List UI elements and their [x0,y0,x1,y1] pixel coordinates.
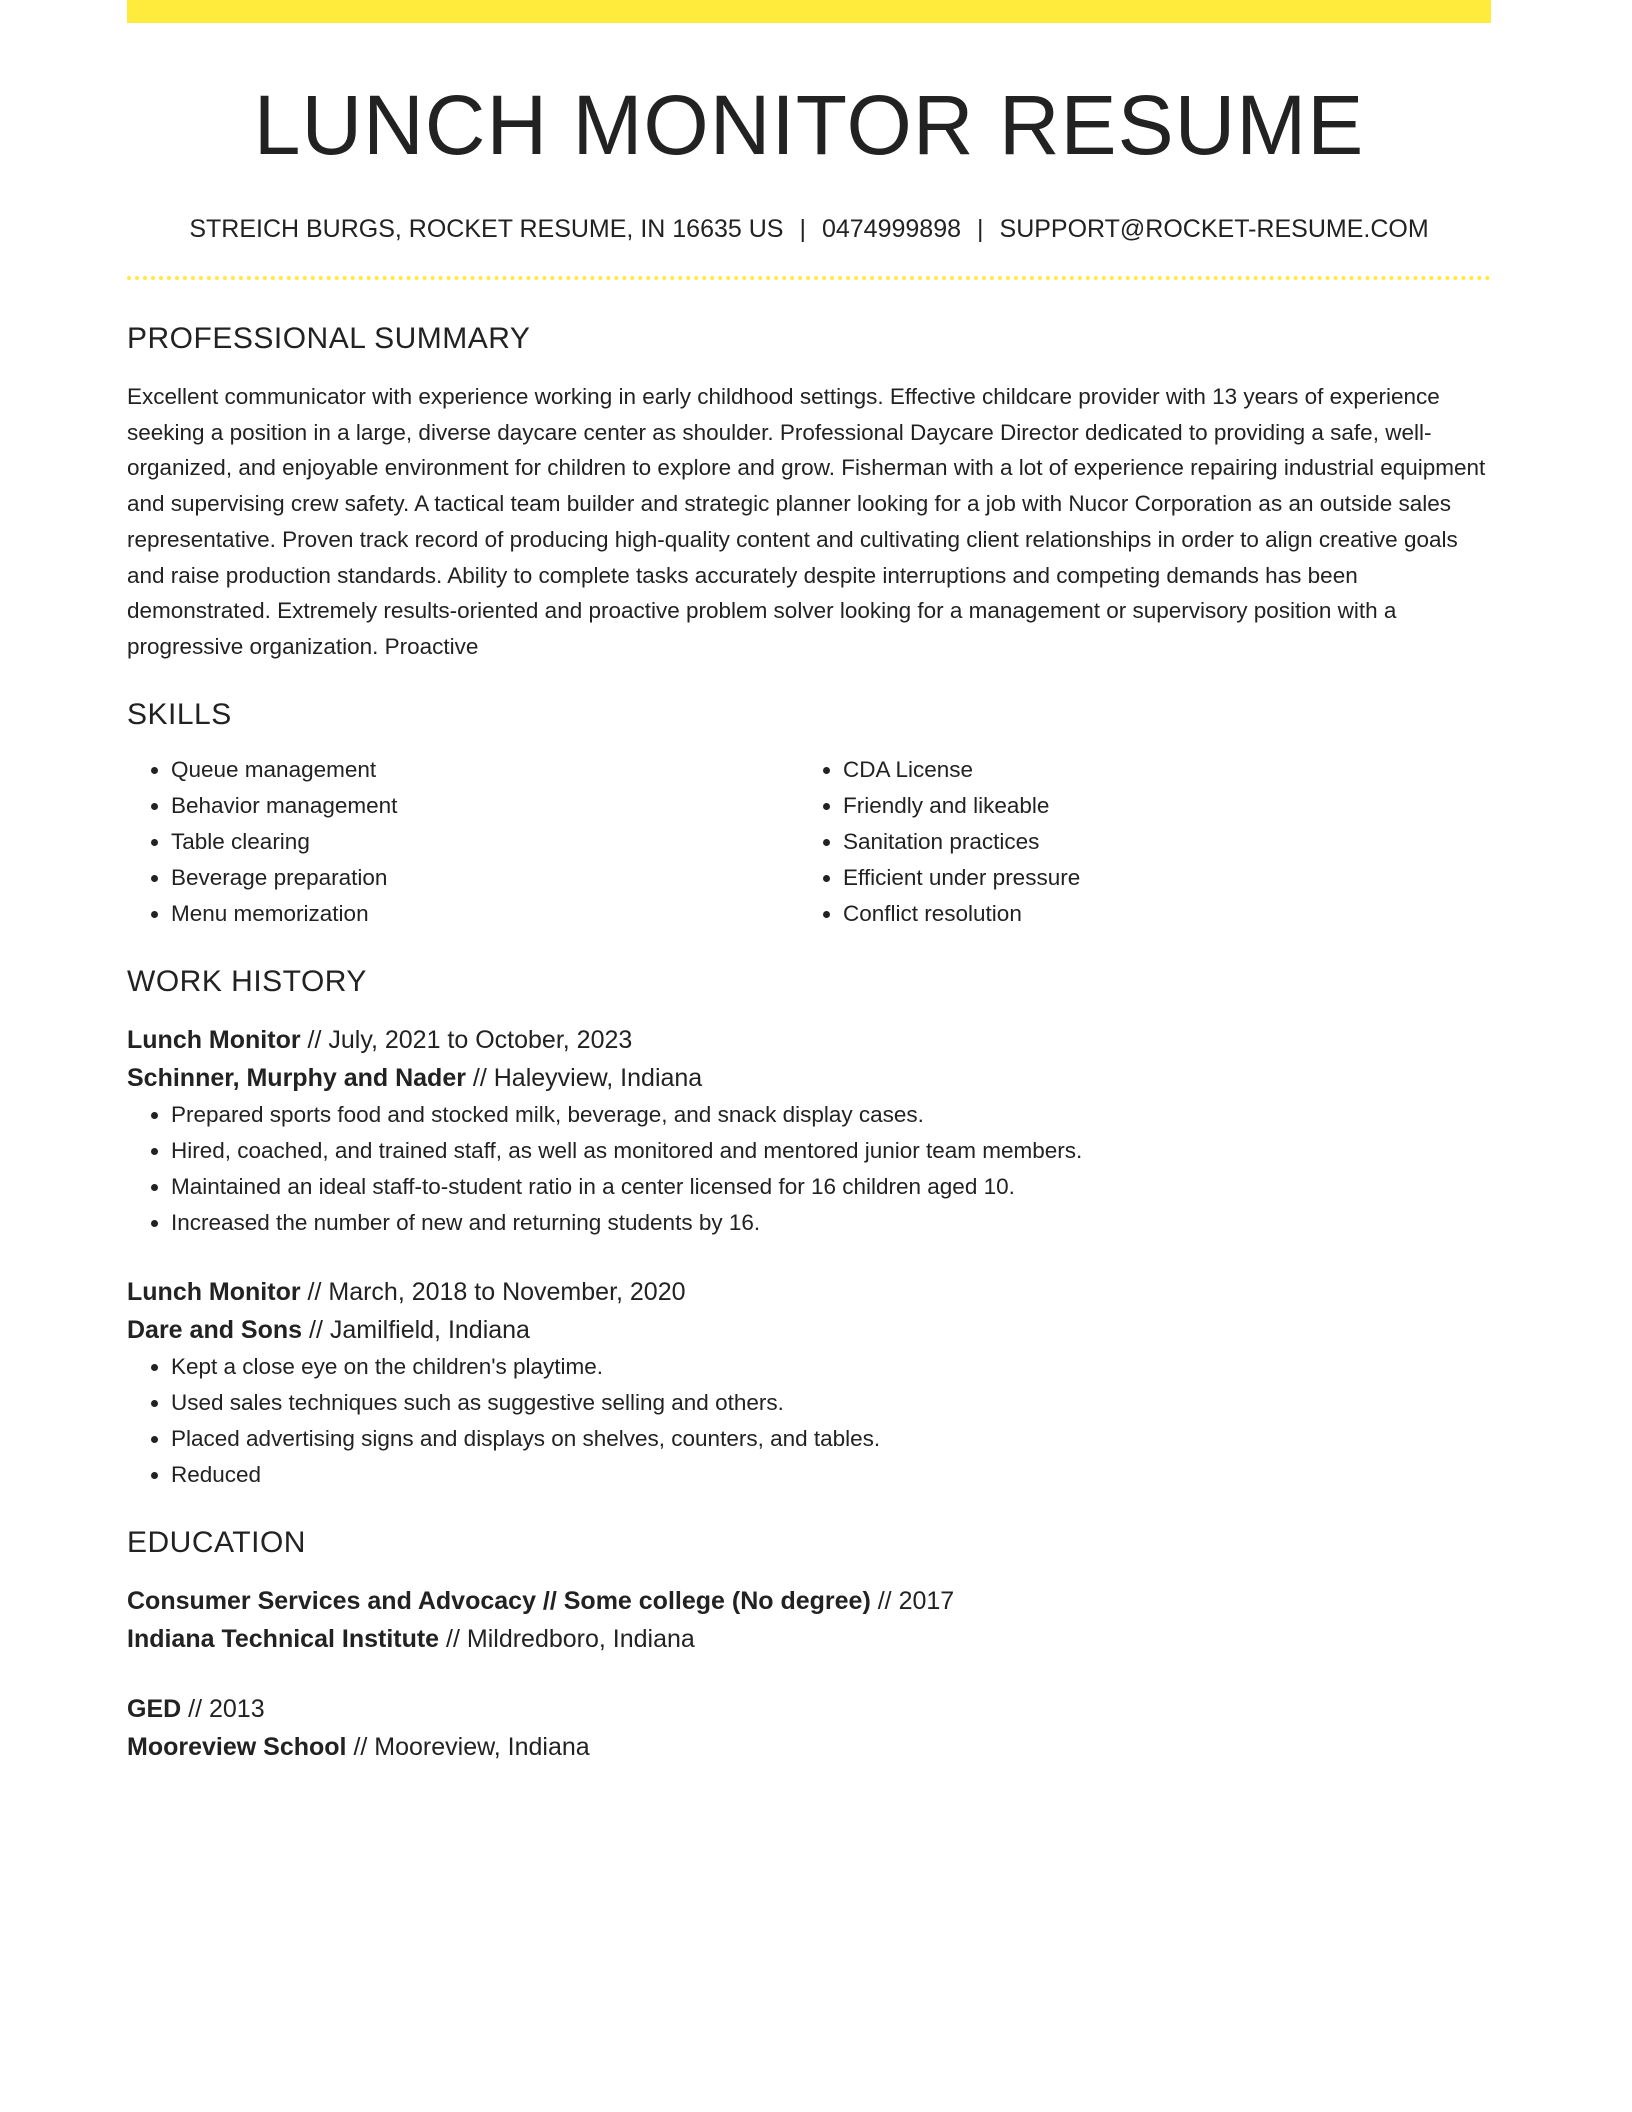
skill-item: • Sanitation practices [843,824,1471,860]
resume-page [127,0,1491,1766]
job-bullet: • Prepared sports food and stocked milk, beverage, and snack display cases. [171,1097,1491,1133]
job-bullet: • Kept a close eye on the children's playtime. [171,1349,1491,1385]
job-bullets [127,1349,1491,1493]
resume-title: LUNCH MONITOR RESUME [253,78,1365,172]
job-bullet: • Increased the number of new and returning students by 16. [171,1205,1491,1241]
skills-list-left [127,752,799,932]
job-bullet: • Hired, coached, and trained staff, as well as monitored and mentored junior team members. [171,1133,1491,1169]
contact-line [127,217,1491,242]
job-entry [127,1021,1491,1241]
education-school: Indiana Technical Institute [127,1624,440,1653]
education-location: // Mooreview, Indiana [353,1732,590,1761]
education-degree-line [127,1690,1491,1728]
education-location: // Mildredboro, Indiana [446,1624,695,1653]
job-title: Lunch Monitor [127,1025,301,1054]
education-entry [127,1690,1491,1766]
skills-list-right [799,752,1471,932]
education-heading: EDUCATION [127,1525,306,1559]
skill-item: • Menu memorization [171,896,799,932]
job-dates: // March, 2018 to November, 2020 [307,1277,686,1306]
job-company-line [127,1311,1491,1349]
job-bullet: • Placed advertising signs and displays on shelves, counters, and tables. [171,1421,1491,1457]
job-bullet: • Maintained an ideal staff-to-student ratio in a center licensed for 16 children aged 10. [171,1169,1491,1205]
education-degree: GED [127,1694,182,1723]
skills-heading: SKILLS [127,697,232,731]
job-bullet: • Reduced [171,1457,1491,1493]
dotted-divider [127,276,1491,280]
education-degree: Consumer Services and Advocacy // Some college (No degree) [127,1586,871,1615]
contact-address: STREICH BURGS, ROCKET RESUME, IN 16635 US [189,215,784,243]
job-entry [127,1273,1491,1493]
education-year: // 2017 [877,1586,955,1615]
education-school: Mooreview School [127,1732,347,1761]
job-bullets [127,1097,1491,1241]
summary-heading: PROFESSIONAL SUMMARY [127,322,531,355]
job-company-line [127,1059,1491,1097]
skill-item: • Efficient under pressure [843,860,1471,896]
contact-separator: | [977,215,984,243]
education-degree-line [127,1582,1491,1620]
job-dates: // July, 2021 to October, 2023 [307,1025,633,1054]
skills-grid [127,752,1491,932]
contact-email: SUPPORT@ROCKET-RESUME.COM [999,215,1429,243]
education-school-line [127,1728,1491,1766]
skill-item: • Beverage preparation [171,860,799,896]
job-company: Schinner, Murphy and Nader [127,1063,466,1092]
job-location: // Haleyview, Indiana [472,1063,703,1092]
skill-item: • Behavior management [171,788,799,824]
job-title: Lunch Monitor [127,1277,301,1306]
job-location: // Jamilfield, Indiana [309,1315,530,1344]
education-year: // 2013 [188,1694,265,1723]
skill-item: • Queue management [171,752,799,788]
education-entry [127,1582,1491,1658]
work-history-heading: WORK HISTORY [127,964,367,998]
job-title-line [127,1273,1491,1311]
skill-item: • Friendly and likeable [843,788,1471,824]
skill-item: • Conflict resolution [843,896,1471,932]
contact-phone: 0474999898 [821,215,962,243]
job-bullet: • Used sales techniques such as suggestive selling and others. [171,1385,1491,1421]
skill-item: • CDA License [843,752,1471,788]
skill-item: • Table clearing [171,824,799,860]
job-title-line [127,1021,1491,1059]
top-accent-bar [127,0,1491,23]
job-company: Dare and Sons [127,1315,303,1344]
contact-separator: | [799,215,806,243]
education-school-line [127,1620,1491,1658]
summary-text: Excellent communicator with experience working in early childhood settings. Effective childcare provider with 13 years of experience seeking a position in a large, diverse daycare center as shoulder. Professional Daycare Director dedicated to providing a safe, well-organized, and enjoyable environment for children to explore and grow. Fisherman with a lot of experience repairing industrial equipment and supervising crew safety. A tactical team builder and strategic planner looking for a job with Nucor Corporation as an outside sales representative. Proven track record of producing high-quality content and cultivating client relationships in order to align creative goals and raise production standards. Ability to complete tasks accurately despite interruptions and competing demands has been demonstrated. Extremely results-oriented and proactive problem solver looking for a management or supervisory position with a progressive organization. Proactive [127,384,1486,659]
